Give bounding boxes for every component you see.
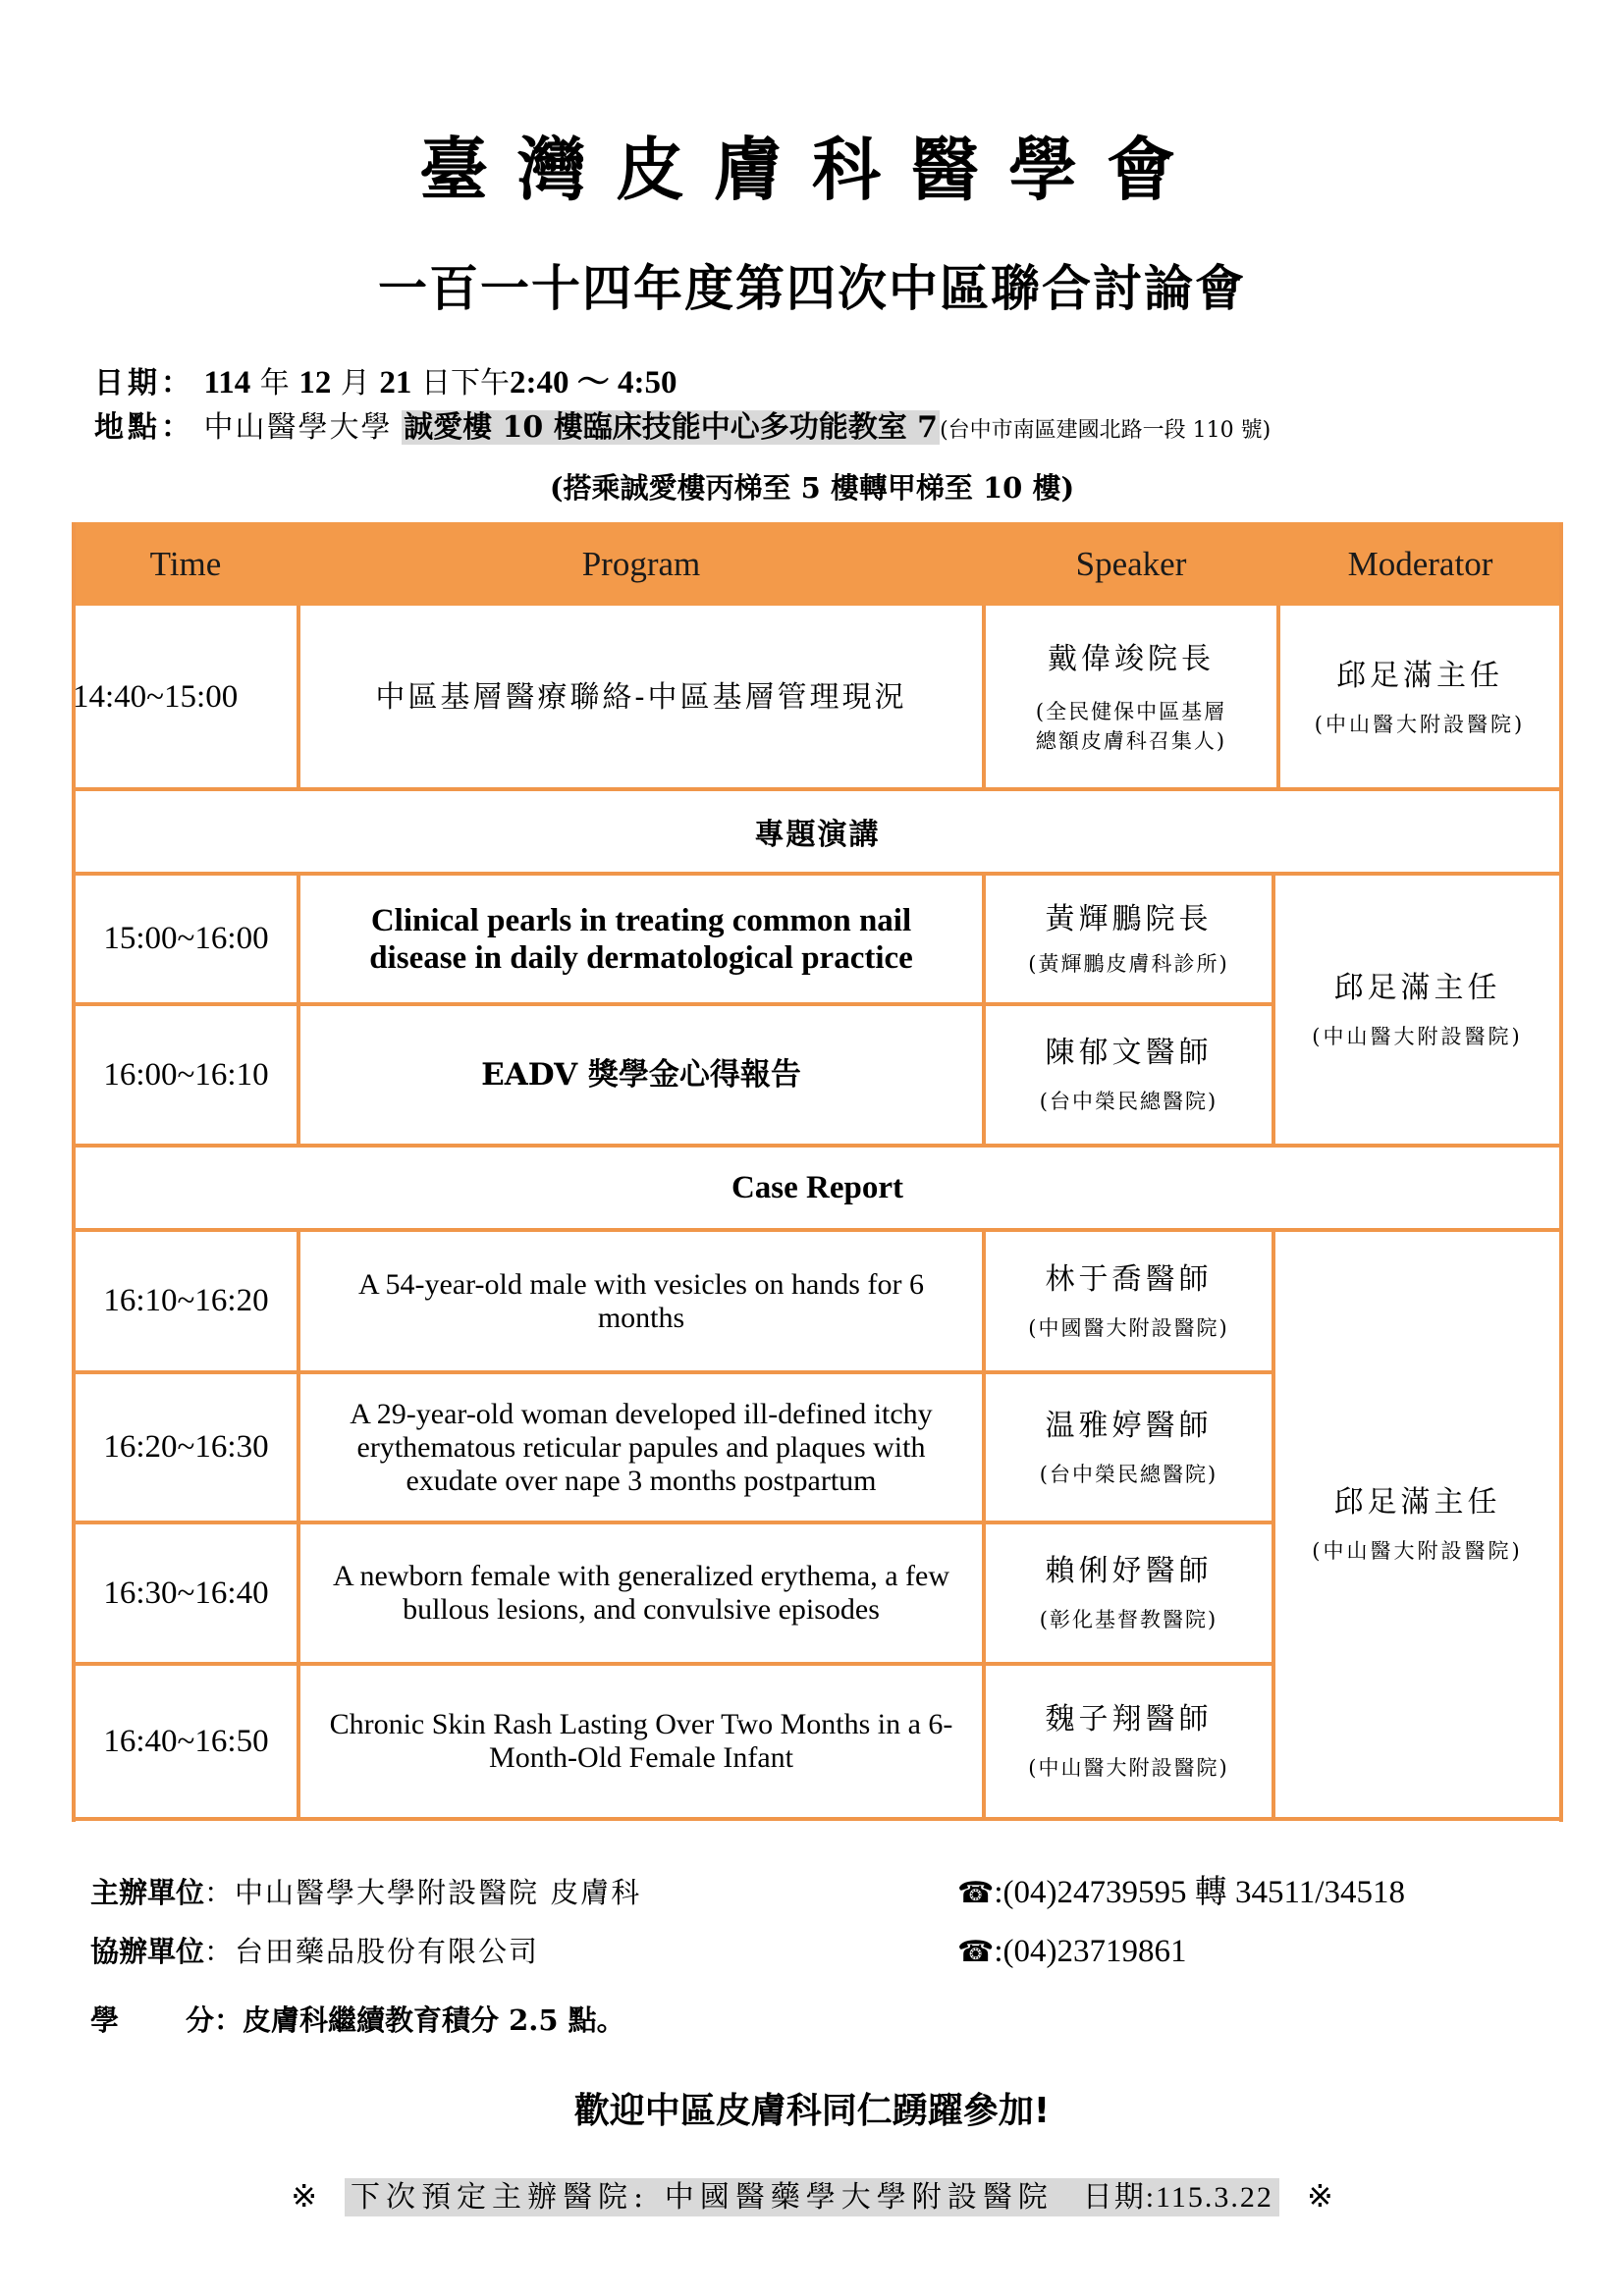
reference-mark-icon: ※ [291,2177,318,2215]
next-meeting-line [0,2171,1624,2222]
date-line [94,361,677,405]
location-campus: 中山醫學大學 [203,410,393,445]
row-program: Clinical pearls in treating common nail disease in daily dermatological practice [369,902,913,976]
row-time: 16:00~16:10 [103,1056,269,1093]
row-time: 14:40~15:00 [73,679,239,715]
table-border-bottom [72,1817,1563,1821]
location-room: 誠愛樓 10 樓臨床技能中心多功能教室 7 [404,410,939,445]
row-time: 15:00~16:00 [103,921,269,956]
moderator-affiliation: (中山醫大附設醫院) [1312,1024,1523,1048]
row-speaker [986,1006,1272,1144]
speaker-affiliation: (台中榮民總醫院) [1039,1462,1218,1486]
speaker-name: 戴偉竣院長 [1048,641,1215,676]
row-program: Chronic Skin Rash Lasting Over Two Months in a 6-Month-Old Female Infant [329,1708,953,1774]
date-month-unit: 月 [340,366,370,400]
header-program: Program [581,544,701,583]
speaker-name: 賴俐妤醫師 [1045,1554,1213,1588]
location-address: (台中市南區建國北路一段 110 號) [940,418,1272,443]
speaker-name: 黃輝鵬院長 [1045,901,1213,936]
moderator-name: 邱足滿主任 [1333,1485,1501,1520]
table-border-right [1559,522,1563,1822]
section-case-report: Case Report [731,1169,904,1205]
row-speaker [986,1232,1272,1370]
speaker-affiliation: (台中榮民總醫院) [1039,1090,1218,1113]
row-speaker [986,876,1272,1002]
header-speaker: Speaker [1075,544,1187,583]
speaker-affiliation-line: (全民健保中區基層 [1035,699,1227,723]
row-program: EADV 獎學金心得報告 [481,1057,801,1093]
header-moderator: Moderator [1347,544,1493,583]
speaker-affiliation: (中國醫大附設醫院) [1028,1315,1229,1340]
moderator-affiliation: (中山醫大附設醫院) [1312,1539,1523,1563]
organizer-label: 主辦單位 [90,1876,205,1909]
row-time: 16:30~16:40 [103,1575,269,1611]
date-day: 21 [379,365,412,400]
row-speaker [986,1666,1272,1817]
date-label: 日期： [94,366,194,400]
section-lecture: 專題演講 [754,818,881,852]
date-year: 114 [203,365,251,400]
row-speaker [986,606,1276,789]
welcome-message: 歡迎中區皮膚科同仁踴躍參加! [573,2091,1051,2131]
organizer-line [90,1871,641,1914]
row-time: 16:20~16:30 [103,1429,269,1465]
reference-mark-icon: ※ [1306,2177,1333,2215]
speaker-affiliation: (彰化基督教醫院) [1039,1608,1218,1631]
date-day-unit: 日下午 [420,366,510,400]
date-month: 12 [298,365,332,400]
society-title: 臺灣皮膚科醫學會 [419,130,1205,210]
location-label: 地點： [94,410,194,445]
telephone-icon: ☎ [957,1935,995,1969]
credit-value: ：皮膚科繼續教育積分 2.5 點。 [214,2003,625,2037]
date-year-unit: 年 [259,366,290,400]
co-organizer-value: ：台田藥品股份有限公司 [204,1935,540,1968]
speaker-name: 陳郁文醫師 [1045,1036,1213,1070]
speaker-affiliation-line: 總額皮膚科召集人) [1035,728,1227,753]
row-program: 中區基層醫療聯絡-中區基層管理現況 [375,679,907,715]
row-program: A 29-year-old woman developed ill-defined itchy erythematous reticular papules and plaques with exudate over nape 3 months postpartum [350,1397,933,1497]
time-range: 2:40 ～ 4:50 [509,365,677,400]
lecture-moderator [1275,876,1559,1144]
co-organizer-label: 協辦單位 [90,1935,205,1968]
header-time: Time [149,544,222,583]
moderator-name: 邱足滿主任 [1336,658,1503,693]
case-moderator [1275,1232,1559,1817]
speaker-name: 魏子翔醫師 [1045,1702,1213,1736]
organizer-value: ：中山醫學大學附設醫院 皮膚科 [204,1876,642,1909]
speaker-affiliation [1036,697,1226,756]
row-program: A newborn female with generalized erythema, a few bullous lesions, and convulsive episodes [332,1560,950,1626]
speaker-name: 林于喬醫師 [1045,1261,1213,1297]
organizer-phone: :(04)24739595 轉 34511/34518 [994,1875,1405,1910]
row-speaker [986,1374,1272,1521]
credit-line [90,1999,625,2042]
moderator-name: 邱足滿主任 [1333,970,1501,1005]
co-organizer-line [90,1930,539,1973]
row-speaker [986,1524,1272,1662]
row-time: 16:40~16:50 [103,1723,269,1759]
speaker-affiliation: (中山醫大附設醫院) [1028,1756,1229,1780]
speaker-affiliation: (黃輝鵬皮膚科診所) [1028,951,1229,976]
next-meeting-box [345,2178,1279,2216]
co-organizer-phone: :(04)23719861 [994,1934,1187,1969]
credit-label-2: 分 [186,2003,215,2037]
next-host: 下次預定主辦醫院: 中國醫藥學大學附設醫院 [351,2180,1054,2215]
credit-label-1: 學 [90,2003,120,2037]
organizer-phone-line [957,1871,1405,1915]
moderator-affiliation: (中山醫大附設醫院) [1314,712,1526,736]
next-date: 日期:115.3.22 [1082,2181,1273,2214]
row-moderator [1280,606,1559,789]
speaker-name: 温雅婷醫師 [1045,1408,1213,1443]
meeting-subtitle: 一百一十四年度第四次中區聯合討論會 [378,260,1246,317]
row-program: A 54-year-old male with vesicles on hands for 6 months [358,1267,924,1334]
location-line [94,406,1271,453]
directions-note: (搭乘誠愛樓丙梯至 5 樓轉甲梯至 10 樓) [549,471,1075,505]
row-time: 16:10~16:20 [103,1283,269,1318]
telephone-icon: ☎ [957,1876,995,1910]
co-organizer-phone-line [957,1930,1187,1974]
